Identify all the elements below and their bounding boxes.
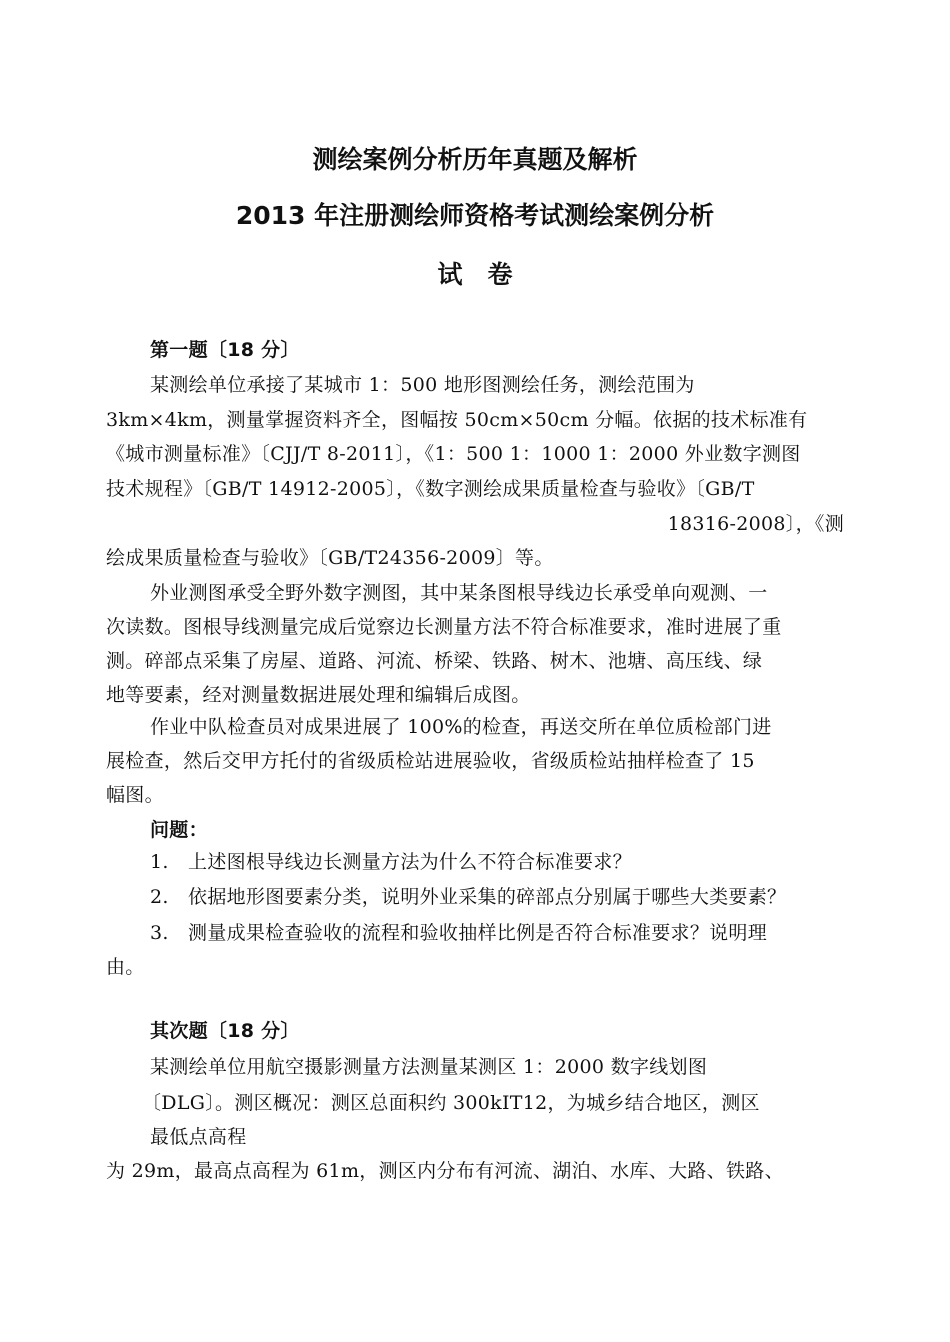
q2-line-4: 为 29m，最高点高程为 61m，测区内分布有河流、湖泊、水库、大路、铁路、 (106, 1160, 784, 1182)
q1-p2-line-4: 地等要素，经对测量数据进展处理和编辑后成图。 (106, 684, 531, 706)
q1-p3-line-1: 作业中队检查员对成果进展了 100%的检查，再送交所在单位质检部门进 (150, 716, 772, 738)
q1-p1-line-4: 技术规程》〔GB/T 14912-2005〕，《数字测绘成果质量检查与验收》〔GB/T (106, 478, 755, 500)
q1-questions-label: 问题： (150, 819, 208, 841)
q1-p1-line-6: 绘成果质量检查与验收》〔GB/T24356-2009〕等。 (106, 547, 554, 569)
q1-p2-line-3: 测。碎部点采集了房屋、道路、河流、桥梁、铁路、树木、池塘、高压线、绿 (106, 650, 763, 672)
q1-p1-line-3: 《城市测量标准》〔CJJ/T 8-2011〕，《1：500 1：1000 1：2000 外业数字测图 (106, 443, 801, 465)
q1-question-3-continued: 由。 (106, 956, 145, 978)
document-paper-title: 试 卷 (437, 260, 513, 289)
q1-p3-line-3: 幅图。 (106, 784, 164, 806)
q1-question-3: 3. 测量成果检查验收的流程和验收抽样比例是否符合标准要求？说明理 (150, 922, 768, 944)
q2-line-1: 某测绘单位用航空摄影测量方法测量某测区 1：2000 数字线划图 (150, 1056, 708, 1078)
document-main-title: 测绘案例分析历年真题及解析 (312, 145, 638, 174)
q1-heading: 第一题〔18 分〕 (150, 339, 300, 361)
q1-p3-line-2: 展检查，然后交甲方托付的省级质检站进展验收，省级质检站抽样检查了 15 (106, 750, 755, 772)
q1-p2-line-2: 次读数。图根导线测量完成后觉察边长测量方法不符合标准要求，准时进展了重 (106, 616, 782, 638)
q2-line-3: 最低点高程 (150, 1126, 247, 1148)
q1-p1-line-2: 3km×4km，测量掌握资料齐全，图幅按 50cm×50cm 分幅。依据的技术标准有 (106, 409, 808, 431)
q2-line-2: 〔DLG〕。测区概况：测区总面积约 300kIT12，为城乡结合地区，测区 (142, 1092, 760, 1114)
q1-p1-line-1: 某测绘单位承接了某城市 1：500 地形图测绘任务，测绘范围为 (150, 374, 695, 396)
document-subtitle: 2013 年注册测绘师资格考试测绘案例分析 (235, 201, 715, 230)
q2-heading: 其次题〔18 分〕 (150, 1020, 300, 1042)
q1-question-2: 2. 依据地形图要素分类，说明外业采集的碎部点分别属于哪些大类要素？ (150, 886, 787, 908)
q1-p2-line-1: 外业测图承受全野外数字测图，其中某条图根导线边长承受单向观测、一 (150, 582, 768, 604)
q1-p1-line-5: 18316-2008〕，《测 (667, 513, 844, 535)
q1-question-1: 1. 上述图根导线边长测量方法为什么不符合标准要求？ (150, 851, 632, 873)
